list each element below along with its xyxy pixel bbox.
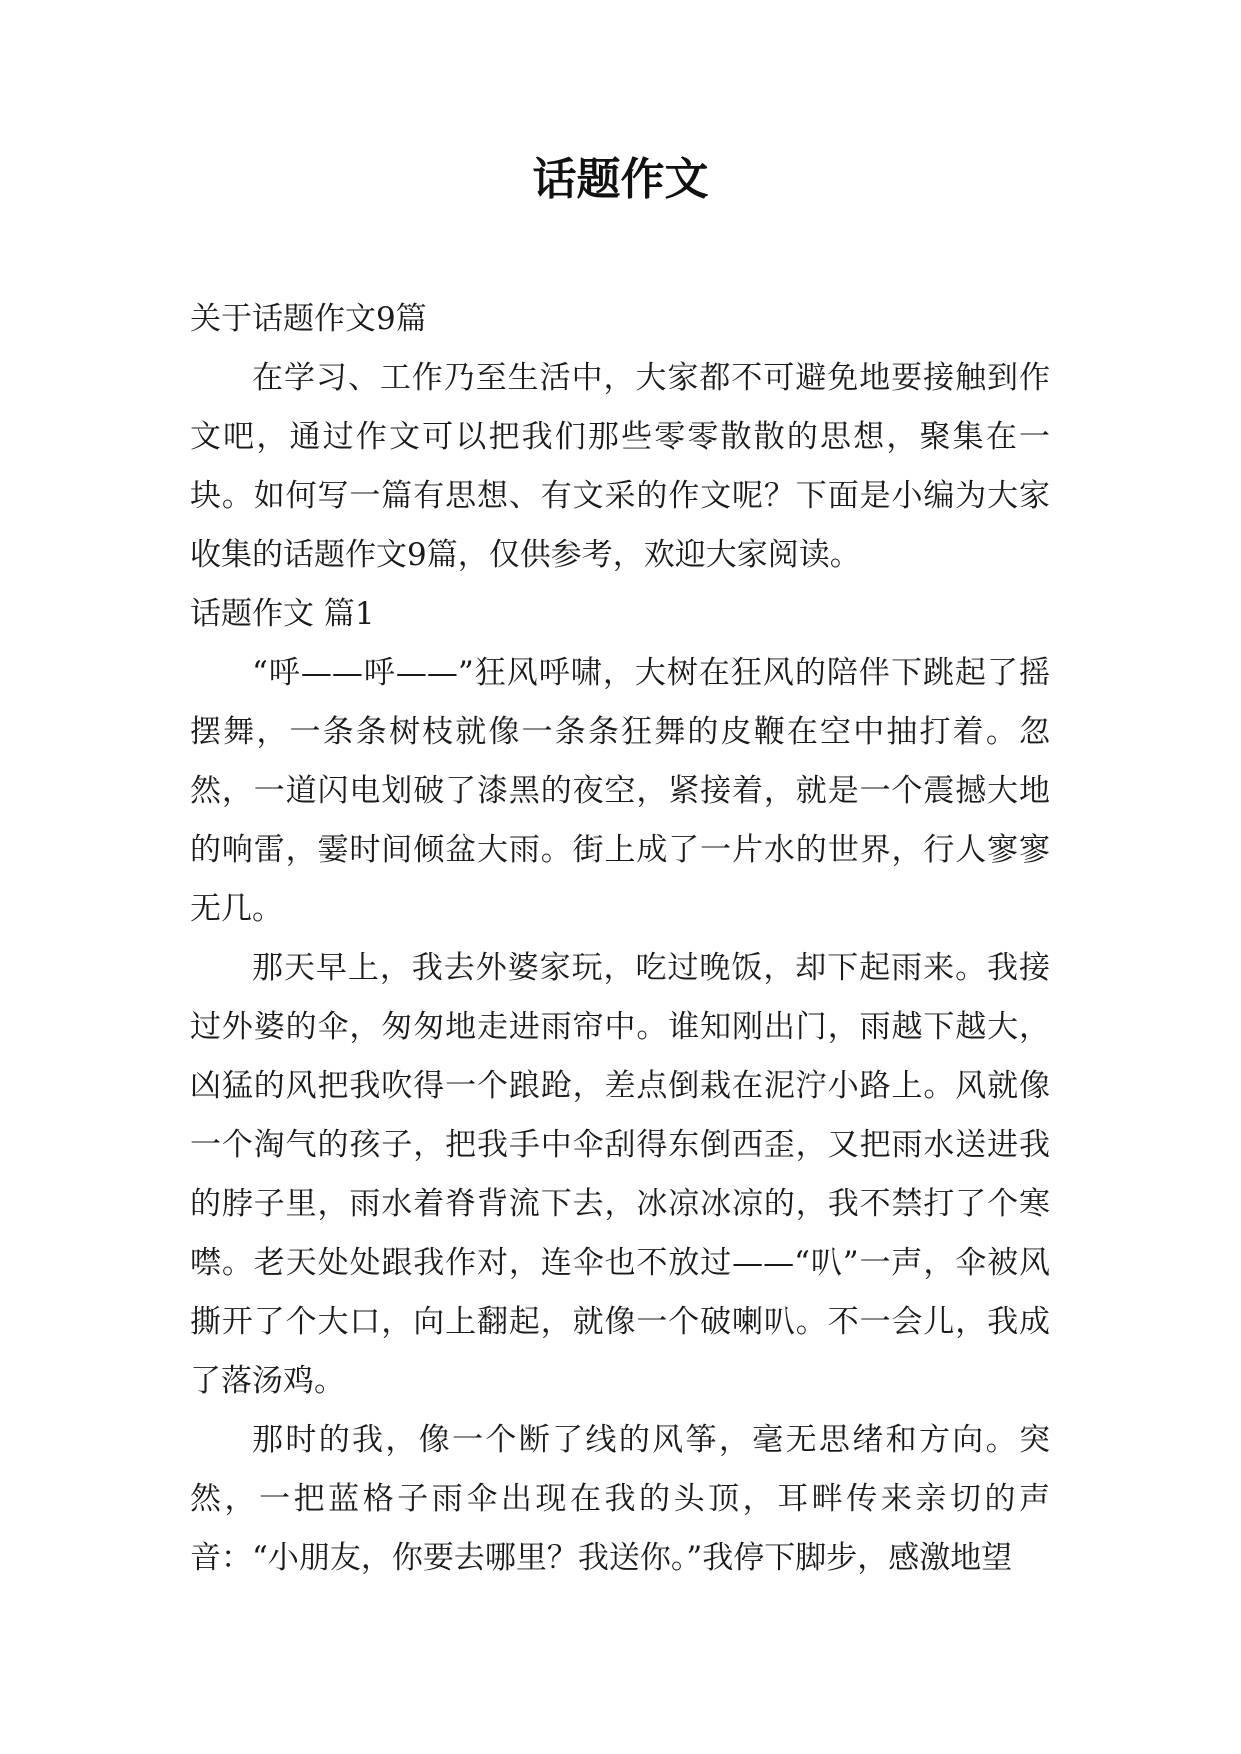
document-title: 话题作文 [532, 154, 709, 205]
intro-paragraph: 在学习、工作乃至生活中，大家都不可避免地要接触到作文吧，通过作文可以把我们那些零零散散的思想，聚集在一块。如何写一篇有思想、有文采的作文呢？下面是小编为大家收集的话题作文9篇，仅供参考，欢迎大家阅读。 [190, 360, 1050, 573]
document-subtitle: 关于话题作文9篇 [190, 301, 427, 337]
body-paragraph-1: “呼——呼——”狂风呼啸，大树在狂风的陪伴下跳起了摇摆舞，一条条树枝就像一条条狂舞的皮鞭在空中抽打着。忽然，一道闪电划破了漆黑的夜空，紧接着，就是一个震撼大地的响雷，霎时间倾盆大雨。街上成了一片水的世界，行人寥寥无几。 [190, 655, 1050, 927]
body-paragraph-2: 那天早上，我去外婆家玩，吃过晚饭，却下起雨来。我接过外婆的伞，匆匆地走进雨帘中。谁知刚出门，雨越下越大，凶猛的风把我吹得一个踉跄，差点倒栽在泥泞小路上。风就像一个淘气的孩子，把我手中伞刮得东倒西歪，又把雨水送进我的脖子里，雨水着脊背流下去，冰凉冰凉的，我不禁打了个寒噤。老天处处跟我作对，连伞也不放过——“叭”一声，伞被风撕开了个大口，向上翻起，就像一个破喇叭。不一会儿，我成了落汤鸡。 [190, 950, 1050, 1399]
document-body [190, 290, 1050, 1588]
section-heading: 话题作文 篇1 [190, 596, 375, 632]
body-paragraph-3: 那时的我，像一个断了线的风筝，毫无思绪和方向。突然，一把蓝格子雨伞出现在我的头顶，耳畔传来亲切的声音：“小朋友，你要去哪里？我送你。”我停下脚步，感激地望 [190, 1422, 1050, 1576]
